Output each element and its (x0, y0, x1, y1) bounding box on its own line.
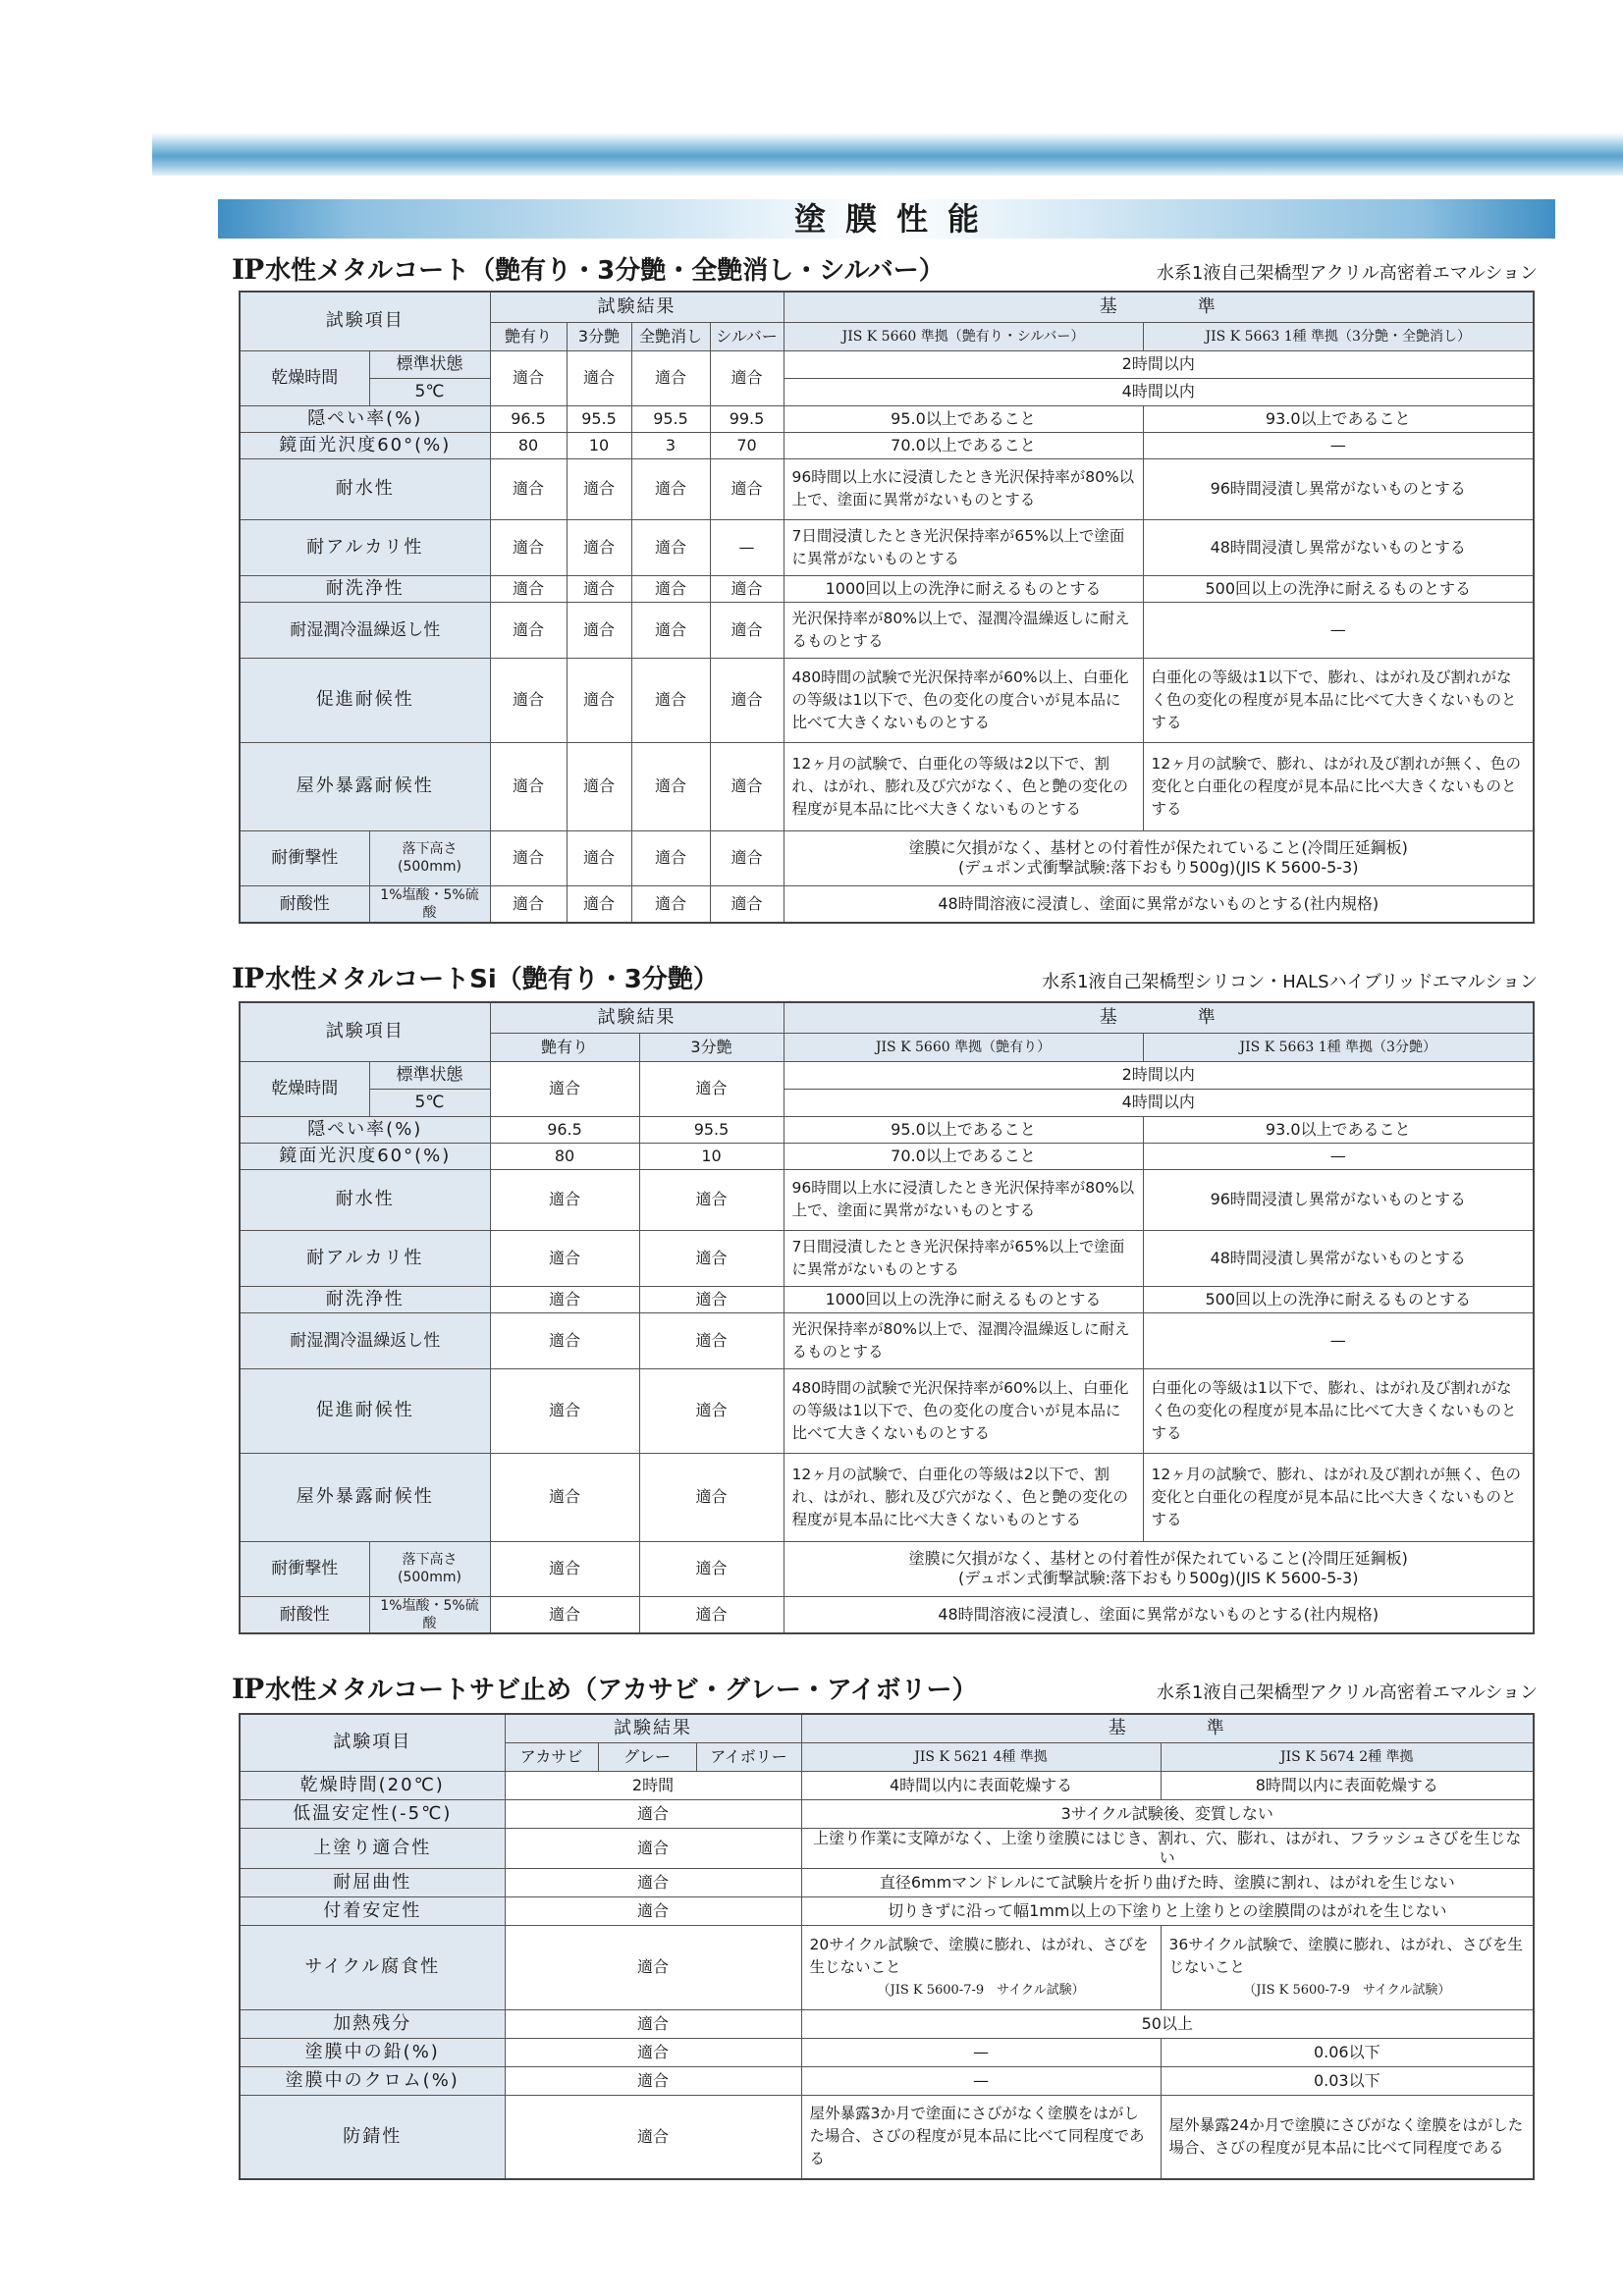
row-label: 耐洗浄性 (240, 575, 490, 602)
standard-cell: 2時間以内 (784, 350, 1534, 378)
result-cell: 適合 (639, 1286, 784, 1312)
standard-cell: 12ヶ月の試験で、白亜化の等級は2以下で、割れ、はがれ、膨れ及び穴がなく、色と艶の変化の程度が見本品に比べ大きくないものとする (784, 1453, 1143, 1541)
header-jis-b: JIS K 5663 1種 準拠（3分艶・全艶消し） (1143, 322, 1534, 350)
row-label: 乾燥時間(20℃) (240, 1771, 505, 1799)
section-3-table (239, 1713, 1535, 2180)
standard-cell: 12ヶ月の試験で、膨れ、はがれ及び割れが無く、色の変化と白亜化の程度が見本品に比べ大きくないものとする (1143, 742, 1534, 830)
standard-cell: 4時間以内 (784, 1089, 1534, 1116)
standard-cell: 直径6mmマンドレルにて試験片を折り曲げた時、塗膜に割れ、はがれを生じない (801, 1868, 1534, 1896)
result-cell: 10 (639, 1143, 784, 1169)
standard-cell: 96時間以上水に浸漬したとき光沢保持率が80%以上で、塗面に異常がないものとする (784, 458, 1143, 519)
result-cell: 適合 (505, 2095, 801, 2179)
result-cell: 80 (490, 1143, 639, 1169)
ip-logo: IP (232, 253, 264, 286)
standard-cell: 屋外暴露24か月で塗膜にさびがなく塗膜をはがした場合、さびの程度が見本品に比べて同程度である (1161, 2095, 1534, 2179)
result-cell: 適合 (567, 830, 631, 885)
result-cell: 適合 (490, 519, 567, 575)
standard-cell: 4時間以内に表面乾燥する (801, 1771, 1161, 1799)
section-3-title: IP水性メタルコートサビ止め（アカサビ・グレー・アイボリー） (232, 1673, 978, 1705)
section-1-subtitle: 水系1液自己架橋型アクリル高密着エマルション (1156, 263, 1538, 284)
standard-cell: 93.0以上であること (1143, 405, 1534, 432)
result-cell: 適合 (490, 575, 567, 602)
row-label: 耐湿潤冷温繰返し性 (240, 1312, 490, 1368)
section-2-table (239, 1001, 1535, 1634)
standard-cell: 48時間溶液に浸漬し、塗面に異常がないものとする(社内規格) (784, 1596, 1534, 1633)
standard-cell: 4時間以内 (784, 378, 1534, 405)
standard-cell: 光沢保持率が80%以上で、湿潤冷温繰返しに耐えるものとする (784, 602, 1143, 658)
header-standard: 基 準 (801, 1714, 1534, 1742)
header-col: グレー (598, 1742, 696, 1771)
header-results: 試験結果 (490, 292, 784, 322)
standard-cell: 白亜化の等級は1以下で、膨れ、はがれ及び割れがなく色の変化の程度が見本品に比べて大きくないものとする (1143, 658, 1534, 742)
standard-cell: 48時間浸漬し異常がないものとする (1143, 1230, 1534, 1286)
header-jis-a: JIS K 5621 4種 準拠 (801, 1742, 1161, 1771)
row-label: 鏡面光沢度60°(%) (240, 1143, 490, 1169)
result-cell: 2時間 (505, 1771, 801, 1799)
page-title: 塗膜性能 (793, 200, 999, 238)
result-cell: 96.5 (490, 405, 567, 432)
result-cell: 適合 (710, 658, 784, 742)
standard-cell: — (1143, 432, 1534, 458)
standard-cell: 12ヶ月の試験で、膨れ、はがれ及び割れが無く、色の変化と白亜化の程度が見本品に比べ大きくないものとする (1143, 1453, 1534, 1541)
standard-cell: 48時間浸漬し異常がないものとする (1143, 519, 1534, 575)
result-cell: 適合 (639, 1368, 784, 1453)
result-cell: 適合 (710, 350, 784, 405)
row-label: 耐湿潤冷温繰返し性 (240, 602, 490, 658)
result-cell: 適合 (639, 1453, 784, 1541)
result-cell: 適合 (567, 658, 631, 742)
row-label: 隠ぺい率(%) (240, 1116, 490, 1143)
result-cell: 適合 (490, 1541, 639, 1596)
result-cell: 適合 (639, 1230, 784, 1286)
row-label: 加熱残分 (240, 2009, 505, 2038)
header-col: アイボリー (696, 1742, 801, 1771)
row-label: 耐酸性 (240, 1596, 369, 1633)
row-label: 屋外暴露耐候性 (240, 1453, 490, 1541)
result-cell: 適合 (631, 519, 710, 575)
row-label: 防錆性 (240, 2095, 505, 2179)
standard-cell: 0.06以下 (1161, 2038, 1534, 2066)
row-sublabel: 落下高さ (500mm) (369, 830, 490, 885)
result-cell: 適合 (710, 885, 784, 923)
row-label: 耐洗浄性 (240, 1286, 490, 1312)
result-cell: 適合 (490, 1596, 639, 1633)
result-cell: 適合 (490, 602, 567, 658)
standard-cell: 塗膜に欠損がなく、基材との付着性が保たれていること(冷間圧延鋼板) (デュポン式衝撃試験:落下おもり500g)(JIS K 5600-5-3) (784, 1541, 1534, 1596)
row-sublabel: 5℃ (369, 1089, 490, 1116)
result-cell: 適合 (710, 742, 784, 830)
result-cell: 適合 (490, 1169, 639, 1230)
result-cell: 適合 (505, 2009, 801, 2038)
page-title-bar (218, 199, 1555, 239)
header-results: 試験結果 (490, 1002, 784, 1033)
result-cell: 適合 (567, 458, 631, 519)
result-cell: 適合 (490, 885, 567, 923)
result-cell: 適合 (490, 830, 567, 885)
standard-cell: 0.03以下 (1161, 2066, 1534, 2095)
standard-cell: 切りきずに沿って幅1mm以上の下塗りと上塗りとの塗膜間のはがれを生じない (801, 1896, 1534, 1925)
ip-logo: IP (232, 962, 264, 994)
standard-cell: 白亜化の等級は1以下で、膨れ、はがれ及び割れがなく色の変化の程度が見本品に比べて大きくないものとする (1143, 1368, 1534, 1453)
result-cell: 適合 (639, 1596, 784, 1633)
result-cell: 70 (710, 432, 784, 458)
result-cell: 96.5 (490, 1116, 639, 1143)
row-sublabel: 5℃ (369, 378, 490, 405)
row-sublabel: 1%塩酸・5%硫酸 (369, 1596, 490, 1633)
header-col: 全艶消し (631, 322, 710, 350)
standard-cell: 500回以上の洗浄に耐えるものとする (1143, 575, 1534, 602)
result-cell: 適合 (567, 885, 631, 923)
result-cell: 10 (567, 432, 631, 458)
result-cell: 適合 (567, 350, 631, 405)
row-label: 耐衝撃性 (240, 830, 369, 885)
section-2-title: IP水性メタルコートSi（艶有り・3分艶） (232, 962, 719, 994)
ip-logo: IP (232, 1673, 264, 1705)
standard-cell: 12ヶ月の試験で、白亜化の等級は2以下で、割れ、はがれ、膨れ及び穴がなく、色と艶の変化の程度が見本品に比べ大きくないものとする (784, 742, 1143, 830)
row-label: 耐水性 (240, 458, 490, 519)
row-label: 耐アルカリ性 (240, 1230, 490, 1286)
header-col: 艶有り (490, 1033, 639, 1061)
standard-cell: 480時間の試験で光沢保持率が60%以上、白亜化の等級は1以下で、色の変化の度合いが見本品に比べて大きくないものとする (784, 658, 1143, 742)
result-cell: 適合 (490, 458, 567, 519)
row-label: サイクル腐食性 (240, 1925, 505, 2009)
standard-cell: — (801, 2038, 1161, 2066)
result-cell: 適合 (567, 575, 631, 602)
row-label: 鏡面光沢度60°(%) (240, 432, 490, 458)
standard-cell: 96時間浸漬し異常がないものとする (1143, 458, 1534, 519)
header-item: 試験項目 (240, 292, 490, 350)
row-sublabel: 1%塩酸・5%硫酸 (369, 885, 490, 923)
row-label: 耐屈曲性 (240, 1868, 505, 1896)
result-cell: 適合 (639, 1541, 784, 1596)
row-label: 乾燥時間 (240, 350, 369, 405)
header-jis-b: JIS K 5674 2種 準拠 (1161, 1742, 1534, 1771)
standard-cell: 1000回以上の洗浄に耐えるものとする (784, 1286, 1143, 1312)
result-cell: 適合 (710, 458, 784, 519)
standard-cell: 500回以上の洗浄に耐えるものとする (1143, 1286, 1534, 1312)
result-cell: 適合 (631, 458, 710, 519)
section-1-title: IP水性メタルコート（艶有り・3分艶・全艶消し・シルバー） (232, 253, 945, 286)
result-cell: 適合 (567, 519, 631, 575)
result-cell: 適合 (490, 1453, 639, 1541)
result-cell: 3 (631, 432, 710, 458)
standard-cell: 屋外暴露3か月で塗面にさびがなく塗膜をはがした場合、さびの程度が見本品に比べて同程度である (801, 2095, 1161, 2179)
standard-cell: 70.0以上であること (784, 1143, 1143, 1169)
header-item: 試験項目 (240, 1002, 490, 1061)
row-label: 低温安定性(-5℃) (240, 1799, 505, 1828)
result-cell: 適合 (505, 2066, 801, 2095)
section-1-heading (232, 255, 1538, 287)
row-label: 促進耐候性 (240, 1368, 490, 1453)
row-label: 耐水性 (240, 1169, 490, 1230)
row-sublabel: 標準状態 (369, 1061, 490, 1089)
result-cell: 適合 (490, 658, 567, 742)
standard-cell: 上塗り作業に支障がなく、上塗り塗膜にはじき、割れ、穴、膨れ、はがれ、フラッシュさびを生じない (801, 1828, 1534, 1868)
result-cell: 適合 (710, 602, 784, 658)
row-label: 耐アルカリ性 (240, 519, 490, 575)
section-3-heading (232, 1675, 1538, 1706)
standard-cell: 480時間の試験で光沢保持率が60%以上、白亜化の等級は1以下で、色の変化の度合いが見本品に比べて大きくないものとする (784, 1368, 1143, 1453)
header-jis-a: JIS K 5660 準拠（艶有り・シルバー） (784, 322, 1143, 350)
header-jis-a: JIS K 5660 準拠（艶有り） (784, 1033, 1143, 1061)
result-cell: 80 (490, 432, 567, 458)
result-cell: 適合 (639, 1061, 784, 1116)
top-decorative-band (152, 133, 1623, 176)
row-sublabel: 落下高さ (500mm) (369, 1541, 490, 1596)
result-cell: 適合 (710, 575, 784, 602)
row-label: 塗膜中のクロム(%) (240, 2066, 505, 2095)
result-cell: 適合 (505, 1799, 801, 1828)
result-cell: 適合 (639, 1169, 784, 1230)
standard-cell: 96時間以上水に浸漬したとき光沢保持率が80%以上で、塗面に異常がないものとする (784, 1169, 1143, 1230)
section-2-heading (232, 964, 1538, 995)
row-label: 上塗り適合性 (240, 1828, 505, 1868)
standard-cell: 7日間浸漬したとき光沢保持率が65%以上で塗面に異常がないものとする (784, 519, 1143, 575)
standard-cell: 95.0以上であること (784, 1116, 1143, 1143)
standard-cell: 1000回以上の洗浄に耐えるものとする (784, 575, 1143, 602)
standard-cell: 3サイクル試験後、変質しない (801, 1799, 1534, 1828)
row-label: 促進耐候性 (240, 658, 490, 742)
header-standard: 基 準 (784, 292, 1534, 322)
standard-cell: 塗膜に欠損がなく、基材との付着性が保たれていること(冷間圧延鋼板) (デュポン式衝撃試験:落下おもり500g)(JIS K 5600-5-3) (784, 830, 1534, 885)
result-cell: 99.5 (710, 405, 784, 432)
result-cell: 95.5 (567, 405, 631, 432)
standard-cell: 50以上 (801, 2009, 1534, 2038)
header-col: 3分艶 (639, 1033, 784, 1061)
result-cell: 適合 (490, 1230, 639, 1286)
row-label: 塗膜中の鉛(%) (240, 2038, 505, 2066)
result-cell: 適合 (639, 1312, 784, 1368)
result-cell: 適合 (710, 830, 784, 885)
header-col: シルバー (710, 322, 784, 350)
result-cell: 適合 (631, 575, 710, 602)
standard-cell: — (1143, 1312, 1534, 1368)
result-cell: 適合 (631, 350, 710, 405)
result-cell: 適合 (490, 1061, 639, 1116)
result-cell: 適合 (505, 2038, 801, 2066)
standard-cell: 48時間溶液に浸漬し、塗面に異常がないものとする(社内規格) (784, 885, 1534, 923)
standard-cell: 光沢保持率が80%以上で、湿潤冷温繰返しに耐えるものとする (784, 1312, 1143, 1368)
standard-cell: 2時間以内 (784, 1061, 1534, 1089)
section-2-subtitle: 水系1液自己架橋型シリコン・HALSハイブリッドエマルション (1042, 972, 1538, 992)
row-label: 屋外暴露耐候性 (240, 742, 490, 830)
standard-cell: 7日間浸漬したとき光沢保持率が65%以上で塗面に異常がないものとする (784, 1230, 1143, 1286)
standard-cell: — (1143, 602, 1534, 658)
result-cell: 適合 (490, 1368, 639, 1453)
result-cell: 適合 (490, 350, 567, 405)
result-cell: 適合 (567, 742, 631, 830)
section-3-subtitle: 水系1液自己架橋型アクリル高密着エマルション (1156, 1682, 1538, 1703)
row-label: 乾燥時間 (240, 1061, 369, 1116)
standard-cell: 70.0以上であること (784, 432, 1143, 458)
standard-cell: — (1143, 1143, 1534, 1169)
result-cell: 適合 (490, 1286, 639, 1312)
standard-cell: 95.0以上であること (784, 405, 1143, 432)
result-cell: 適合 (505, 1828, 801, 1868)
standard-cell: 96時間浸漬し異常がないものとする (1143, 1169, 1534, 1230)
standard-cell: — (801, 2066, 1161, 2095)
header-jis-b: JIS K 5663 1種 準拠（3分艶） (1143, 1033, 1534, 1061)
result-cell: 適合 (631, 830, 710, 885)
row-label: 耐酸性 (240, 885, 369, 923)
result-cell: 適合 (631, 885, 710, 923)
result-cell: 95.5 (631, 405, 710, 432)
row-sublabel: 標準状態 (369, 350, 490, 378)
row-label: 付着安定性 (240, 1896, 505, 1925)
result-cell: — (710, 519, 784, 575)
header-col: 艶有り (490, 322, 567, 350)
standard-cell: 20サイクル試験で、塗膜に膨れ、はがれ、さびを生じないこと （JIS K 5600-7-9 サイクル試験） (801, 1925, 1161, 2009)
result-cell: 適合 (631, 602, 710, 658)
header-item: 試験項目 (240, 1714, 505, 1771)
result-cell: 適合 (631, 742, 710, 830)
result-cell: 95.5 (639, 1116, 784, 1143)
result-cell: 適合 (505, 1896, 801, 1925)
result-cell: 適合 (505, 1868, 801, 1896)
result-cell: 適合 (490, 1312, 639, 1368)
header-col: 3分艶 (567, 322, 631, 350)
header-col: アカサビ (505, 1742, 598, 1771)
standard-cell: 93.0以上であること (1143, 1116, 1534, 1143)
result-cell: 適合 (505, 1925, 801, 2009)
standard-cell: 8時間以内に表面乾燥する (1161, 1771, 1534, 1799)
header-results: 試験結果 (505, 1714, 801, 1742)
row-label: 隠ぺい率(%) (240, 405, 490, 432)
result-cell: 適合 (567, 602, 631, 658)
result-cell: 適合 (490, 742, 567, 830)
standard-cell: 36サイクル試験で、塗膜に膨れ、はがれ、さびを生じないこと （JIS K 5600-7-9 サイクル試験） (1161, 1925, 1534, 2009)
section-1-table (239, 291, 1535, 924)
header-standard: 基 準 (784, 1002, 1534, 1033)
row-label: 耐衝撃性 (240, 1541, 369, 1596)
result-cell: 適合 (631, 658, 710, 742)
